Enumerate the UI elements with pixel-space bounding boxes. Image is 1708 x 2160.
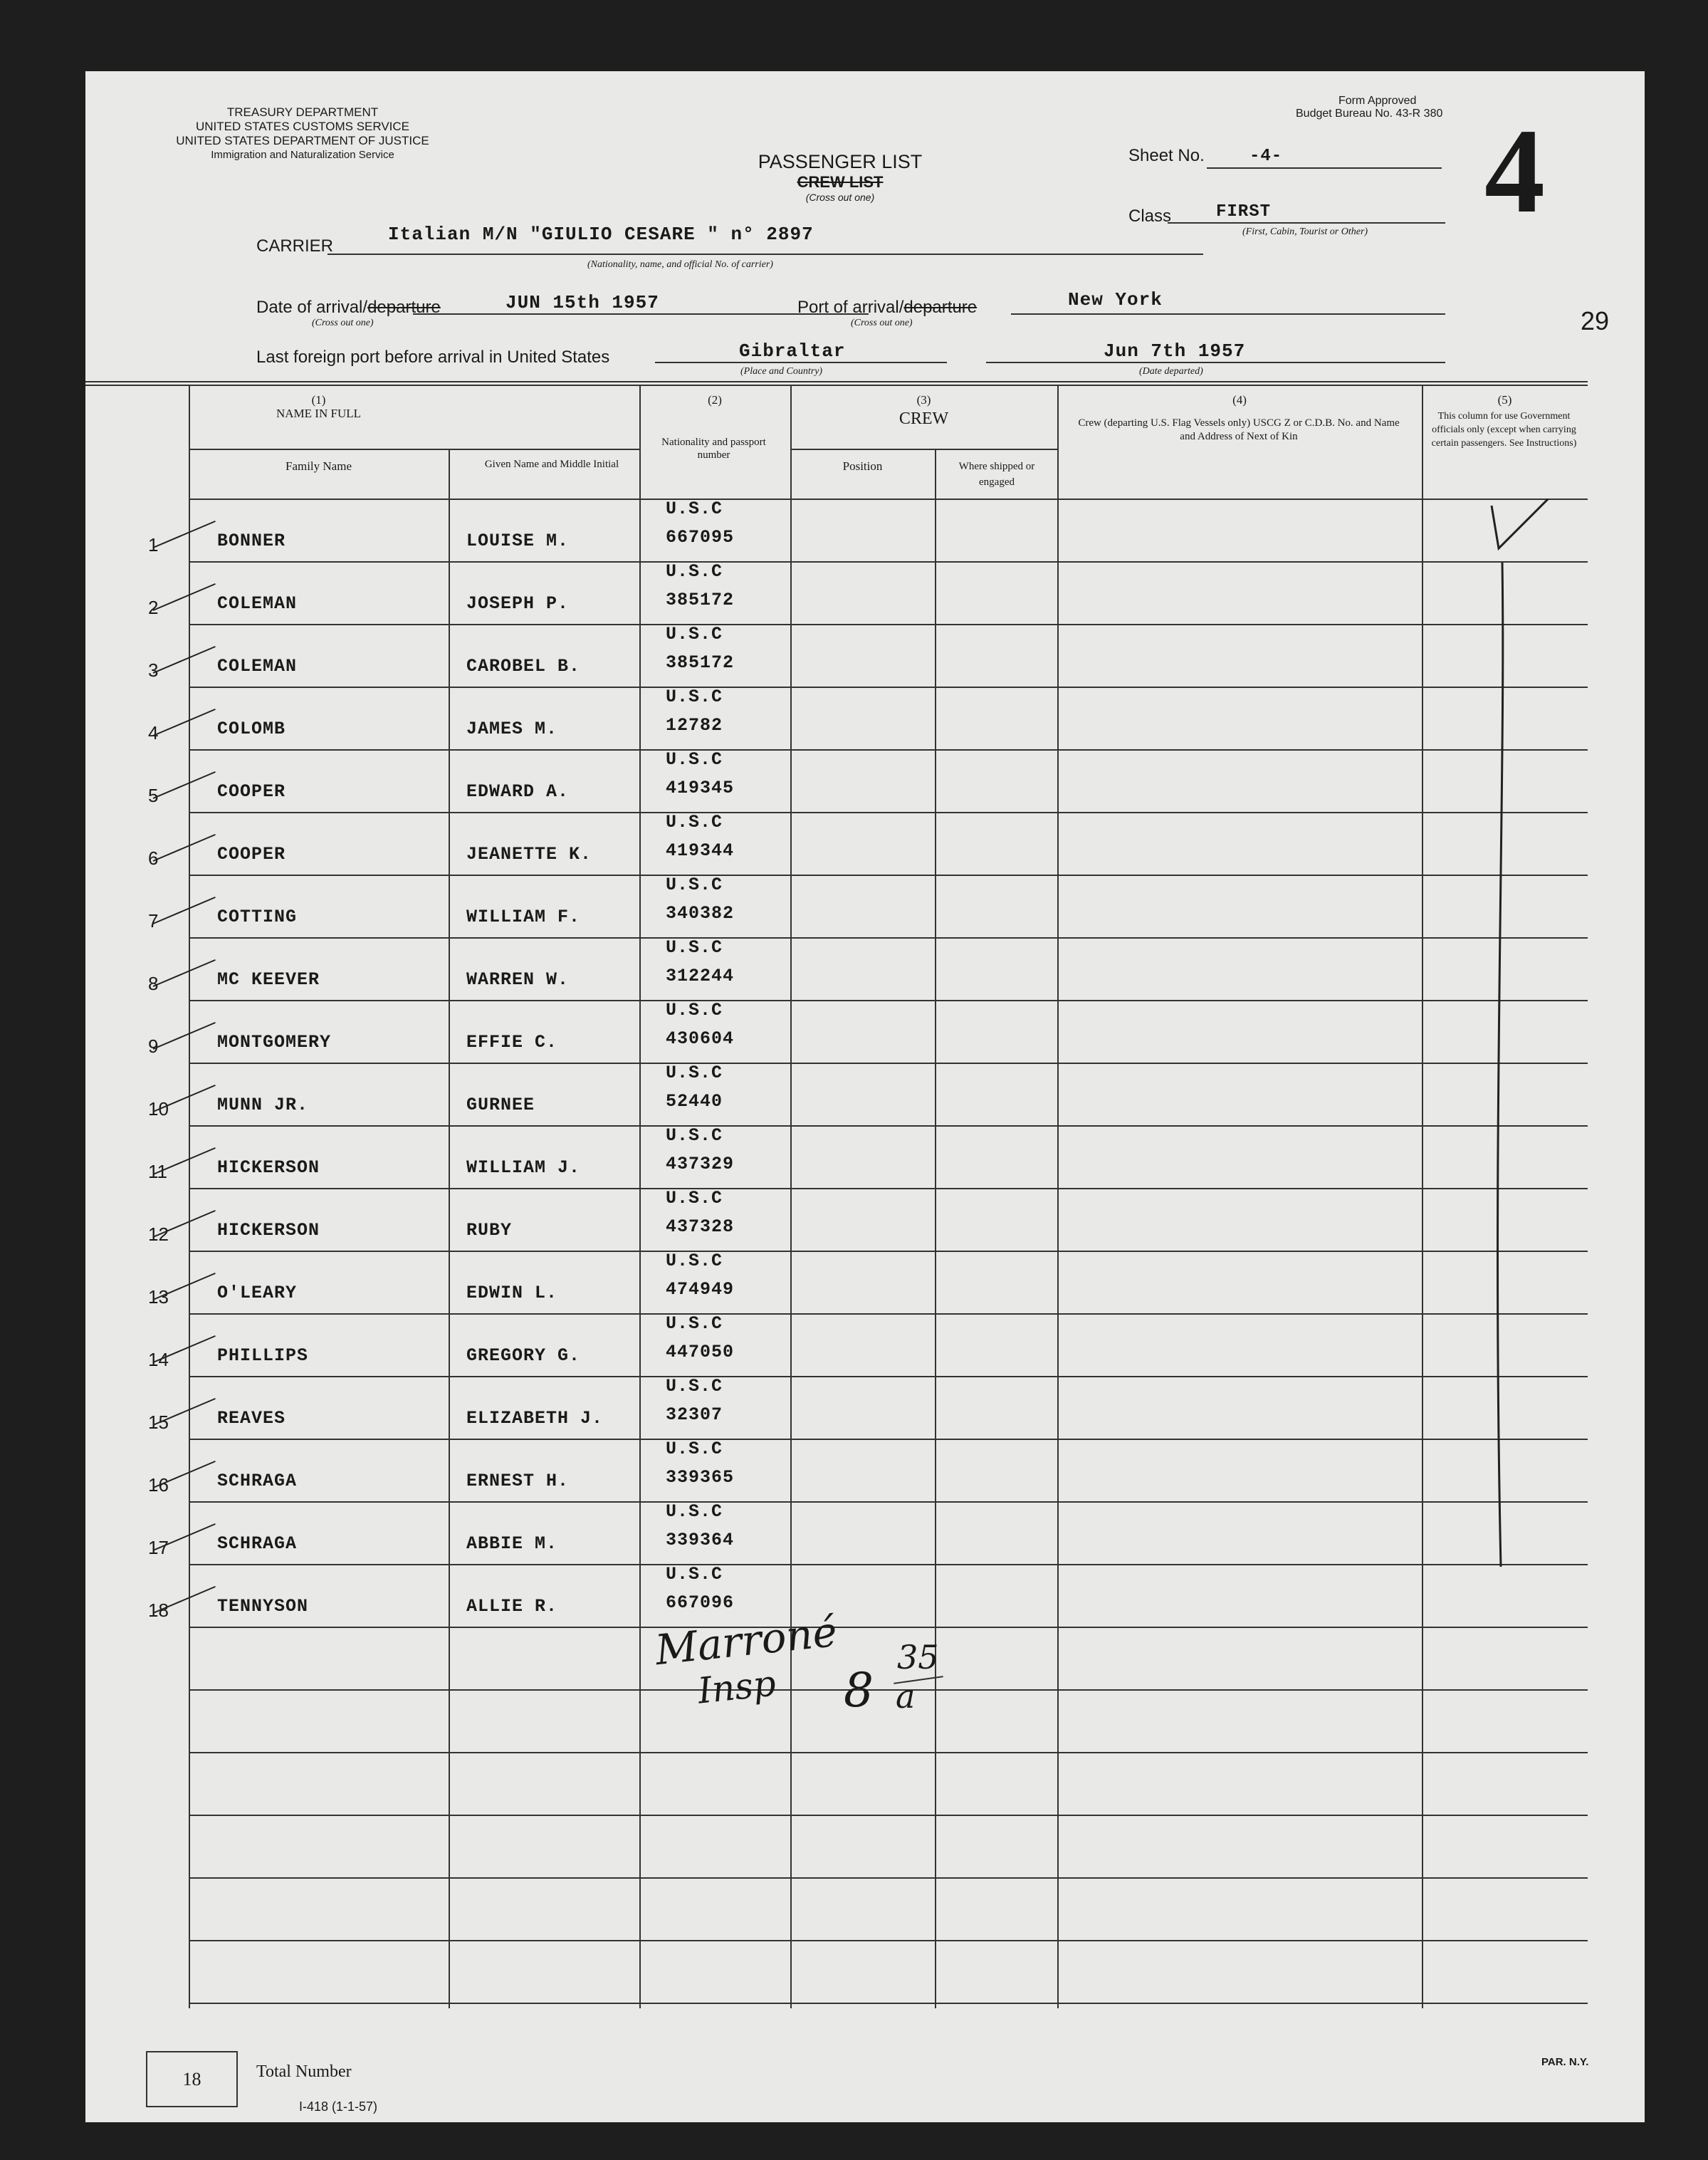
passport-number: 385172 [666, 590, 735, 610]
nationality: U.S.C [666, 561, 723, 582]
passport-number: 312244 [666, 966, 735, 986]
passenger-row [85, 1125, 1588, 1188]
passport-number: 437328 [666, 1216, 735, 1237]
given-name: EFFIE C. [466, 1032, 558, 1053]
passport-number: 12782 [666, 715, 723, 736]
inspector-signature: Marroné [653, 1607, 839, 1675]
given-name: RUBY [466, 1220, 513, 1241]
nationality: U.S.C [666, 749, 723, 770]
table-top-rule [85, 381, 1588, 382]
passenger-row [85, 1251, 1588, 1313]
arrival-date-label: Date of arrival/departure [256, 298, 441, 317]
title-note: (Cross out one) [805, 192, 875, 203]
arrival-date-value: JUN 15th 1957 [505, 292, 659, 313]
document-page [85, 71, 1645, 2122]
given-name: EDWARD A. [466, 781, 570, 802]
agency-line-1: TREASURY DEPARTMENT [226, 105, 379, 119]
departed-date-note: (Date departed) [1139, 366, 1203, 377]
passenger-row [85, 875, 1588, 937]
empty-row-rule [189, 1940, 1588, 1941]
passport-number: 474949 [666, 1279, 735, 1300]
family-name: COOPER [217, 781, 286, 802]
passenger-row [85, 1376, 1588, 1439]
row-number: 11 [148, 1161, 167, 1182]
passenger-row [85, 624, 1588, 687]
given-name: JEANETTE K. [466, 844, 592, 865]
last-port-label: Last foreign port before arrival in United States [256, 348, 610, 367]
page-stamp: 29 [1581, 306, 1610, 335]
class-label: Class [1128, 207, 1172, 226]
passport-number: 437329 [666, 1154, 735, 1174]
passport-number: 419344 [666, 840, 735, 861]
given-name: JAMES M. [466, 719, 558, 739]
check-mark [153, 959, 216, 987]
family-name: TENNYSON [217, 1596, 309, 1617]
row-number: 1 [148, 534, 159, 555]
empty-row-rule [189, 1877, 1588, 1879]
last-port-value: Gibraltar [739, 340, 846, 362]
carrier-underline [328, 254, 1203, 255]
passenger-row [85, 1501, 1588, 1564]
form-approved-line-2: Budget Bureau No. 43-R 380 [1296, 108, 1443, 120]
family-name: SCHRAGA [217, 1471, 298, 1491]
table-bottom-rule [189, 2003, 1588, 2004]
title-passenger-list: PASSENGER LIST [758, 151, 923, 172]
row-number: 8 [148, 973, 159, 994]
given-name: GURNEE [466, 1095, 535, 1115]
given-name: LOUISE M. [466, 531, 570, 551]
passport-number: 430604 [666, 1028, 735, 1049]
passenger-row [85, 812, 1588, 875]
row-rule [189, 1627, 1588, 1628]
passport-number: 447050 [666, 1342, 735, 1362]
total-number-box: 18 [146, 2051, 238, 2107]
family-name: REAVES [217, 1408, 286, 1429]
crew-title: CREW [898, 409, 949, 428]
inspector-title: Insp [696, 1662, 778, 1712]
col3-header [790, 393, 1057, 431]
arrival-port-note: (Cross out one) [851, 318, 913, 328]
check-mark [153, 521, 216, 548]
nationality: U.S.C [666, 499, 723, 519]
check-mark [153, 1022, 216, 1050]
agency-line-2: UNITED STATES CUSTOMS SERVICE [195, 120, 410, 133]
arrival-port-label: Port of arrival/departure [797, 298, 978, 317]
passenger-row [85, 1188, 1588, 1251]
row-number: 17 [148, 1537, 169, 1558]
family-name: PHILLIPS [217, 1345, 309, 1366]
family-name: O'LEARY [217, 1283, 298, 1303]
check-mark [153, 897, 216, 924]
family-name-header: Family Name [285, 459, 352, 473]
nationality: U.S.C [666, 812, 723, 833]
empty-row-rule [189, 1689, 1588, 1691]
col1-header [189, 393, 449, 420]
printer-mark: PAR. N.Y. [1541, 2056, 1589, 2068]
passport-number: 667096 [666, 1592, 735, 1613]
passport-number: 667095 [666, 527, 735, 548]
form-approved-line-1: Form Approved [1338, 95, 1417, 107]
given-name: WILLIAM J. [466, 1157, 581, 1178]
passenger-row [85, 1313, 1588, 1376]
header-divider-crew [790, 449, 1057, 450]
passport-number: 419345 [666, 778, 735, 798]
passenger-row [85, 687, 1588, 749]
agency-line-4: Immigration and Naturalization Service [211, 149, 394, 161]
row-number: 2 [148, 597, 159, 618]
passenger-row [85, 1564, 1588, 1627]
official-use-header: This column for use Government officials only (except when carrying certain passengers. See Instructions) [1431, 411, 1577, 449]
family-name: HICKERSON [217, 1157, 320, 1178]
given-name: WILLIAM F. [466, 907, 581, 927]
empty-row-rule [189, 1815, 1588, 1816]
nationality: U.S.C [666, 1000, 723, 1021]
time-hour: 8 [844, 1663, 874, 1718]
nationality: U.S.C [666, 1125, 723, 1146]
col3-number: (3) [916, 393, 931, 407]
row-number: 12 [148, 1224, 169, 1245]
departed-date-underline [986, 362, 1445, 363]
agency-line-3: UNITED STATES DEPARTMENT OF JUSTICE [176, 134, 429, 147]
row-number: 6 [148, 847, 159, 869]
departed-date-value: Jun 7th 1957 [1104, 340, 1246, 362]
check-mark [153, 834, 216, 862]
passenger-row [85, 561, 1588, 624]
empty-row-rule [189, 1752, 1588, 1753]
row-number: 4 [148, 722, 159, 744]
nationality: U.S.C [666, 1313, 723, 1334]
check-mark [153, 646, 216, 674]
carrier-note: (Nationality, name, and official No. of carrier) [587, 259, 773, 270]
check-mark [153, 771, 216, 799]
passport-number: 385172 [666, 652, 735, 673]
nationality: U.S.C [666, 687, 723, 707]
crew-kin-header: Crew (departing U.S. Flag Vessels only) USCG Z or C.D.B. No. and Name and Address of Next of Kin [1078, 417, 1400, 442]
row-number: 14 [148, 1349, 169, 1370]
check-mark [153, 583, 216, 611]
table-top-rule-2 [85, 385, 1588, 386]
family-name: BONNER [217, 531, 286, 551]
class-value: FIRST [1216, 202, 1272, 221]
class-underline [1168, 222, 1445, 224]
nationality: U.S.C [666, 1501, 723, 1522]
given-name: ALLIE R. [466, 1596, 558, 1617]
passenger-row [85, 1439, 1588, 1501]
nationality: U.S.C [666, 1188, 723, 1209]
given-name: ERNEST H. [466, 1471, 570, 1491]
nationality: U.S.C [666, 1376, 723, 1397]
passport-number: 339364 [666, 1530, 735, 1550]
col5-number: (5) [1497, 393, 1512, 407]
arrival-port-underline [1011, 313, 1445, 315]
family-name: HICKERSON [217, 1220, 320, 1241]
time-minutes: 35 [897, 1638, 939, 1676]
family-name: MUNN JR. [217, 1095, 309, 1115]
family-name: SCHRAGA [217, 1533, 298, 1554]
family-name: MC KEEVER [217, 969, 320, 990]
passport-number: 52440 [666, 1091, 723, 1112]
sheet-big-number: 4 [1484, 104, 1545, 238]
family-name: COTTING [217, 907, 298, 927]
given-name: WARREN W. [466, 969, 570, 990]
given-name-header: Given Name and Middle Initial [484, 459, 619, 470]
row-number: 9 [148, 1035, 159, 1057]
last-port-note: (Place and Country) [740, 366, 823, 377]
total-number-label: Total Number [256, 2062, 352, 2081]
form-number: I-418 (1-1-57) [299, 2099, 378, 2114]
given-name: ABBIE M. [466, 1533, 558, 1554]
family-name: MONTGOMERY [217, 1032, 332, 1053]
col1-number: (1) [311, 393, 326, 407]
passport-number: 340382 [666, 903, 735, 924]
carrier-value: Italian M/N "GIULIO CESARE " n° 2897 [388, 224, 814, 245]
row-number: 18 [148, 1600, 169, 1621]
passenger-row [85, 749, 1588, 812]
sheet-value: -4- [1249, 147, 1283, 166]
nationality: U.S.C [666, 1251, 723, 1271]
row-number: 13 [148, 1286, 169, 1308]
nationality: U.S.C [666, 875, 723, 895]
time-meridiem: a [896, 1677, 916, 1716]
nationality: U.S.C [666, 1439, 723, 1459]
nationality: U.S.C [666, 624, 723, 645]
check-mark [153, 709, 216, 736]
nationality: U.S.C [666, 1564, 723, 1585]
where-shipped-header: Where shipped or engaged [958, 461, 1035, 488]
header-divider-name [189, 449, 639, 450]
given-name: CAROBEL B. [466, 656, 581, 677]
family-name: COLOMB [217, 719, 286, 739]
given-name: EDWIN L. [466, 1283, 558, 1303]
given-name: ELIZABETH J. [466, 1408, 604, 1429]
passenger-row [85, 1063, 1588, 1125]
passenger-row [85, 937, 1588, 1000]
passenger-row [85, 499, 1588, 561]
title-crew-list-struck: CREW LIST [797, 173, 884, 191]
family-name: COLEMAN [217, 593, 298, 614]
row-number: 15 [148, 1412, 169, 1433]
row-number: 7 [148, 910, 159, 932]
last-port-underline [655, 362, 947, 363]
sheet-label: Sheet No. [1128, 146, 1205, 165]
position-header: Position [842, 459, 883, 473]
nationality-header: Nationality and passport number [661, 437, 766, 461]
given-name: GREGORY G. [466, 1345, 581, 1366]
nationality: U.S.C [666, 937, 723, 958]
row-number: 5 [148, 785, 159, 806]
col1-title: NAME IN FULL [276, 407, 361, 420]
form-title [726, 151, 954, 203]
arrival-port-value: New York [1068, 289, 1163, 311]
row-number: 3 [148, 659, 159, 681]
col4-number: (4) [1232, 393, 1247, 407]
nationality: U.S.C [666, 1063, 723, 1083]
family-name: COLEMAN [217, 656, 298, 677]
agency-header [160, 105, 445, 162]
passenger-row [85, 1000, 1588, 1063]
sheet-underline [1207, 167, 1442, 169]
form-approved [1296, 95, 1442, 120]
passport-number: 32307 [666, 1404, 723, 1425]
official-check-mark [1481, 499, 1566, 1624]
row-number: 16 [148, 1474, 169, 1496]
carrier-label: CARRIER [256, 236, 334, 256]
col2-number: (2) [708, 393, 722, 407]
given-name: JOSEPH P. [466, 593, 570, 614]
passport-number: 339365 [666, 1467, 735, 1488]
row-number: 10 [148, 1098, 169, 1120]
class-note: (First, Cabin, Tourist or Other) [1242, 226, 1368, 237]
family-name: COOPER [217, 844, 286, 865]
arrival-date-note: (Cross out one) [312, 318, 374, 328]
